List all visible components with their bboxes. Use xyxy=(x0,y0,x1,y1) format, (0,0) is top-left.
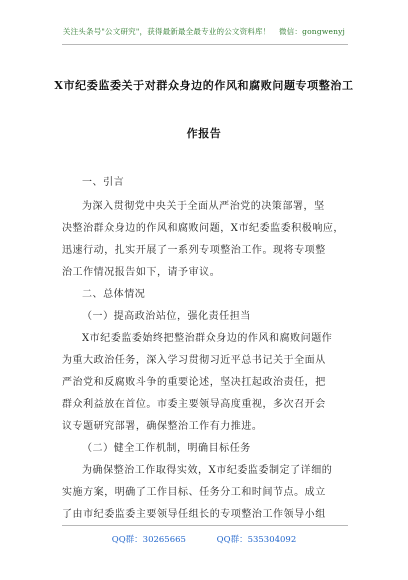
paragraph-line: X市纪委监委始终把整治群众身边的作风和腐败问题作 xyxy=(82,333,333,344)
subsection-heading-1: （一）提高政治站位，强化责任担当 xyxy=(82,311,251,322)
paragraph-line: 治工作情况报告如下，请予审议。 xyxy=(62,267,221,278)
subsection-heading-2: （二）健全工作机制，明确目标任务 xyxy=(82,443,251,454)
paragraph-line: 严治党和反腐败斗争的重要论述，坚决扛起政治责任，把 xyxy=(62,377,326,388)
paragraph-line: 为重大政治任务，深入学习贯彻习近平总书记关于全面从 xyxy=(62,355,326,366)
section-heading-overview: 二、总体情况 xyxy=(82,289,146,300)
footer-qq-group-1: QQ群：30265665 xyxy=(111,535,186,545)
header-promo-text: 关注头条号"公文研究"，获得最新最全最专业的公文资料库！ xyxy=(62,27,271,36)
header-wechat-text: 微信：gongwenyj xyxy=(278,27,346,36)
paragraph-line: 决整治群众身边的作风和腐败问题，X市纪委监委积极响应， xyxy=(62,223,344,234)
paragraph-line: 议专题研究部署，确保整治工作有力推进。 xyxy=(62,421,263,432)
document-body xyxy=(62,0,350,580)
footer-qq-group-2: QQ群：535304092 xyxy=(216,535,297,545)
paragraph-line: 群众利益放在首位。市委主要领导高度重视，多次召开会 xyxy=(62,399,326,410)
paragraph-line: 了由市纪委监委主要领导任组长的专项整治工作领导小组 xyxy=(62,509,326,520)
document-title-line-1: X市纪委监委关于对群众身边的作风和腐败问题专项整治工 xyxy=(54,79,354,92)
paragraph-line: 为确保整治工作取得实效，X市纪委监委制定了详细的 xyxy=(82,465,333,476)
section-heading-intro: 一、引言 xyxy=(82,177,125,188)
paragraph-line: 为深入贯彻党中央关于全面从严治党的决策部署，坚 xyxy=(82,201,325,212)
paragraph-line: 迅速行动，扎实开展了一系列专项整治工作。现将专项整 xyxy=(62,245,326,256)
paragraph-line: 实施方案，明确了工作目标、任务分工和时间节点。成立 xyxy=(62,487,326,498)
document-title-line-2: 作报告 xyxy=(186,127,222,140)
footer-divider xyxy=(62,525,348,526)
footer-contact xyxy=(0,533,408,545)
